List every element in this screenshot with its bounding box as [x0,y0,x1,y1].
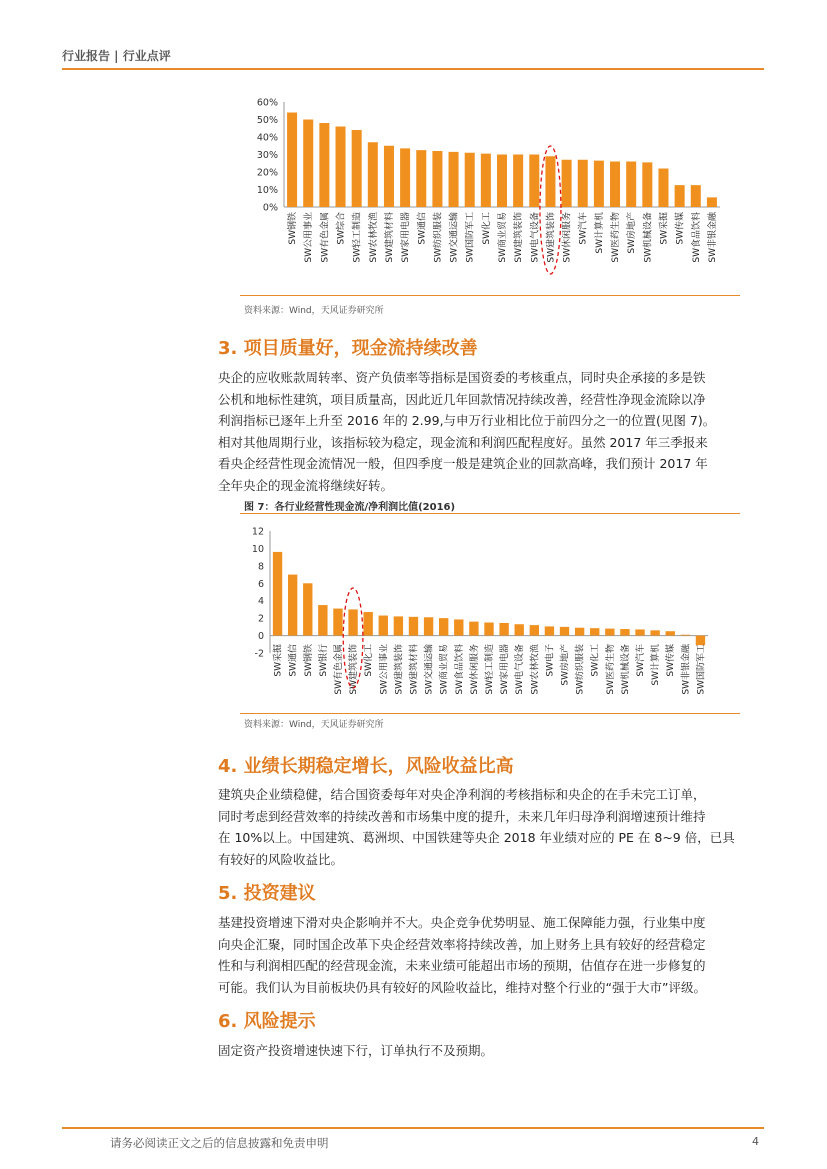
x-tick-label: SW传媒 [666,644,677,677]
x-tick-label: SW银行 [318,644,329,677]
bar [545,626,554,635]
figure-7-title: 图 7：各行业经营性现金流/净利润比值(2016) [244,502,456,513]
bar [439,618,448,635]
chart-1-divider [240,295,740,296]
y-tick-label: 10% [256,185,278,196]
x-tick-label: SW休闲服务 [562,212,573,263]
bar [384,146,394,207]
chart-1-source: 资料来源：Wind，天风证券研究所 [244,306,384,316]
section-5-heading: 5. 投资建议 [218,883,316,904]
bar [499,623,508,636]
x-tick-label: SW汽车 [636,644,647,677]
bar [513,155,523,208]
bar [575,628,584,636]
page-number: 4 [752,1135,759,1148]
x-tick-label: SW建筑装饰 [546,212,557,263]
section-3-line: 看央企经营性现金流情况一般，但四季度一般是建筑企业的回款高峰，我们预计 2017 年 [218,456,708,471]
bar [432,151,442,207]
bar [560,627,569,636]
section-3-line: 全年央企的现金流将继续好转。 [218,477,394,493]
bar [691,185,701,207]
x-tick-label: SW建筑材料 [409,644,420,695]
chart-2-source: 资料来源：Wind，天风证券研究所 [244,720,384,730]
x-tick-label: SW房地产 [627,212,638,254]
bar [515,624,524,635]
y-tick-label: 10 [251,543,264,555]
bar [400,148,410,207]
y-tick-label: 40% [256,132,278,144]
section-3-body [218,367,760,496]
x-tick-label: SW计算机 [651,644,662,686]
section-4-heading: 4. 业绩长期稳定增长，风险收益比高 [218,756,514,777]
section-4-line: 有较好的风险收益比。 [218,851,344,867]
x-tick-label: SW休闲服务 [469,644,480,695]
bar [681,635,690,636]
section-5-line: 可能。我们认为目前板块仍具有较好的风险收益比，维持对整个行业的“强于大市”评级。 [218,979,706,995]
x-tick-label: SW国防军工 [465,212,476,263]
bar [352,130,362,207]
y-tick-label: 30% [256,150,278,161]
bar [635,629,644,635]
bar [610,162,620,208]
x-tick-label: SW纺织服装 [575,644,586,695]
bar [319,123,329,207]
x-tick-label: SW电气设备 [530,212,541,263]
bar [530,625,539,635]
y-tick-label: 12 [251,526,264,538]
footer-disclaimer: 请务必阅读正文之后的信息披露和免责申明 [110,1136,329,1150]
x-tick-label: SW钢铁 [288,212,299,245]
bar [484,623,493,636]
bar [481,154,491,207]
report-header: 行业报告 | 行业点评 [62,49,171,63]
bar [424,617,433,635]
bar [288,575,297,636]
x-tick-label: SW计算机 [594,212,605,254]
y-tick-label: 2 [257,613,264,625]
bar [642,162,652,207]
x-tick-label: SW商业贸易 [498,212,508,263]
x-tick-label: SW采掘 [273,644,284,677]
bar [497,155,507,208]
x-tick-label: SW农林牧渔 [530,644,541,695]
section-5-line: 基建投资增速下滑对央企影响并不大。央企竞争优势明显、施工保障能力强，行业集中度 [218,915,706,930]
bar [379,616,388,636]
bar [578,160,588,207]
bar [590,628,599,635]
y-tick-label: 20% [256,167,278,179]
bar [449,152,459,207]
x-tick-label: SW家用电器 [500,644,511,695]
bar [303,583,312,635]
bar [303,120,313,208]
bar [287,113,297,208]
bar [675,185,685,207]
y-tick-label: 50% [256,115,278,126]
bar [707,197,717,207]
x-tick-label: SW商业贸易 [439,644,450,695]
x-tick-label: SW公用事业 [304,212,315,263]
section-5-line: 性和与利润相匹配的经营现金流，未来业绩可能超出市场的预期，估值存在进一步修复的 [218,958,706,973]
section-5-line: 向央企汇聚，同时国企改革下央企经营效率将持续改善，加上财务上具有较好的经营稳定 [218,936,706,952]
x-tick-label: SW通信 [288,644,299,677]
bar [626,162,636,208]
x-tick-label: SW化工 [590,644,601,677]
x-tick-label: SW房地产 [560,644,571,686]
bar [545,156,555,207]
x-tick-label: SW有色金属 [320,212,331,263]
x-tick-label: SW公用事业 [379,644,390,695]
x-tick-label: SW医药生物 [611,212,622,263]
x-tick-label: SW交通运输 [424,644,435,695]
section-6-body [218,1040,760,1062]
x-tick-label: SW电子 [545,644,556,677]
y-tick-label: 60% [256,97,278,109]
x-tick-label: SW家用电器 [401,212,412,263]
section-4-line: 在 10%以上。中国建筑、葛洲坝、中国铁建等央企 2018 年业绩对应的 PE 在 8~9 倍，已具 [218,830,735,845]
bar [562,160,572,207]
section-6-line: 固定资产投资增速快速下行，订单执行不及预期。 [218,1043,494,1058]
section-5-body [218,912,760,998]
x-tick-label: SW医药生物 [605,644,616,695]
section-3-line: 央企的应收账款周转率、资产负债率等指标是国资委的考核重点，同时央企承接的多是铁 [218,370,706,385]
chart-1 [240,92,740,292]
x-tick-label: SW非银金融 [681,644,692,695]
x-tick-label: SW机械设备 [643,212,654,263]
header-divider [62,68,764,70]
section-3-heading: 3. 项目质量好，现金流持续改善 [218,338,478,359]
y-tick-label: 0 [257,631,264,643]
bar [454,619,463,635]
x-tick-label: SW纺织服装 [433,212,444,263]
bar [336,127,346,208]
x-tick-label: SW建筑材料 [384,212,395,263]
bar [620,629,629,636]
section-3-line: 利润指标已逐年上升至 2016 年的 2.99,与申万行业相比位于前四分之一的位置(见图 7)。 [218,413,716,428]
x-tick-label: SW化工 [364,644,375,677]
bar [333,609,342,636]
bar [363,612,372,636]
section-3-line: 公机和地标性建筑，项目质量高，因此近几年回款情况持续改善，经营性净现金流除以净 [218,391,706,407]
bar [469,622,478,636]
bar [605,629,614,636]
x-tick-label: SW采掘 [659,212,670,245]
bar [650,630,659,635]
x-tick-label: SW汽车 [578,212,589,245]
y-tick-label: 6 [257,578,264,590]
x-tick-label: SW轻工制造 [352,212,363,263]
bar [696,636,705,646]
y-tick-label: 8 [257,561,264,573]
x-tick-label: SW交通运输 [449,211,460,263]
y-tick-label: 4 [257,596,264,608]
x-tick-label: SW电气设备 [515,644,526,695]
chart-2-divider [240,713,740,714]
x-tick-label: SW国防军工 [696,644,707,695]
x-tick-label: SW农林牧渔 [368,212,379,263]
x-tick-label: SW有色金属 [333,644,344,695]
y-tick-label: 0% [262,202,278,214]
section-4-line: 建筑央企业绩稳健，结合国资委每年对央企净利润的考核指标和央企的在手未完工订单， [218,787,706,802]
bar [666,631,675,635]
x-tick-label: SW建筑装饰 [394,644,405,695]
x-tick-label: SW机械设备 [620,644,631,695]
section-4-line: 同时考虑到经营效率的持续改善和市场集中度的提升，未来几年归母净利润增速预计维持 [218,808,706,824]
bar [658,169,668,208]
bar [465,153,475,207]
x-tick-label: SW建筑装饰 [349,644,360,695]
x-tick-label: SW轻工制造 [485,644,495,695]
chart-2 [240,520,740,712]
chart-2-top-divider [240,513,740,514]
bar [273,552,282,636]
footer-divider [62,1127,764,1129]
bar [348,609,357,635]
bar [368,142,378,207]
x-tick-label: SW非银金融 [707,211,718,263]
x-tick-label: SW钢铁 [303,644,314,677]
x-tick-label: SW化工 [481,212,492,245]
x-tick-label: SW食品饮料 [691,212,702,263]
x-tick-label: SW建筑装饰 [514,212,525,263]
bar [318,605,327,636]
bar [394,616,403,635]
y-tick-label: -2 [254,648,264,660]
section-3-line: 相对其他周期行业，该指标较为稳定，现金流和利润匹配程度好。虽然 2017 年三季报来 [218,434,708,450]
x-tick-label: SW综合 [336,212,347,245]
x-tick-label: SW传媒 [675,212,686,245]
bar [529,155,539,208]
bar [594,161,604,207]
section-6-heading: 6. 风险提示 [218,1011,316,1032]
section-4-body [218,784,760,870]
bar [416,150,426,207]
bar [409,617,418,636]
x-tick-label: SW通信 [417,212,428,245]
x-tick-label: SW食品饮料 [454,644,465,695]
